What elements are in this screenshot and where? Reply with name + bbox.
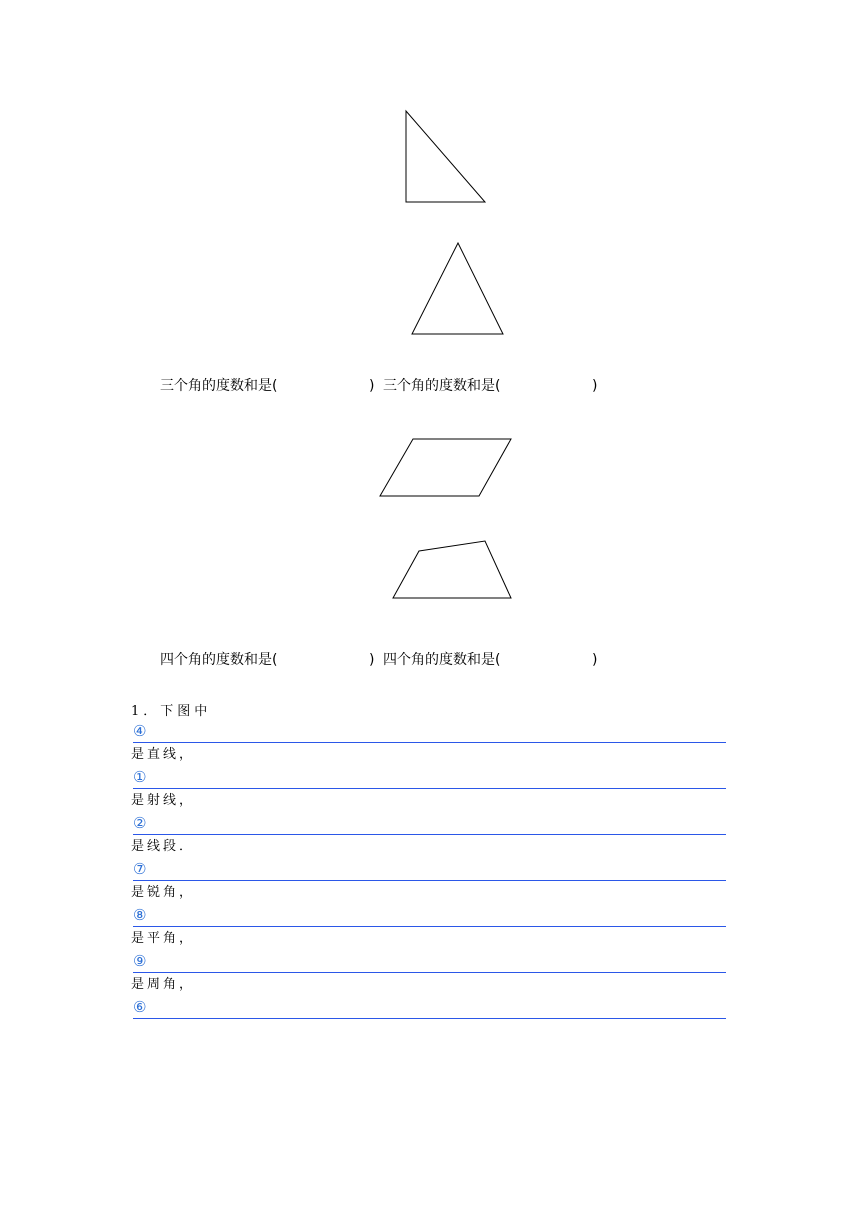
quad-angle-sum-caption-right: 四个角的度数和是( (383, 652, 501, 668)
answer-underline (133, 742, 726, 743)
question-number: 1．下图中 (131, 704, 212, 719)
answer-label: 是平角， (131, 931, 196, 946)
answer-number: ② (133, 814, 147, 832)
answer-underline (133, 972, 726, 973)
answer-underline (133, 788, 726, 789)
quad-angle-sum-close-right: ) (592, 652, 598, 668)
quad-angle-sum-caption-left: 四个角的度数和是( (160, 652, 278, 668)
answer-number: ⑨ (133, 952, 147, 970)
answer-label: 是周角， (131, 977, 196, 992)
acute-triangle-figure (408, 238, 508, 338)
answer-label: 是射线， (131, 793, 196, 808)
answer-number: ⑧ (133, 906, 147, 924)
triangle-angle-sum-close-right: ) (592, 378, 598, 394)
quad-angle-sum-close-left: ) (369, 652, 375, 668)
parallelogram-figure (376, 434, 516, 500)
quadrilateral-figure (389, 536, 515, 602)
triangle-angle-sum-caption-left: 三个角的度数和是( (160, 378, 278, 394)
answer-block (131, 722, 726, 1022)
answer-underline (133, 1018, 726, 1019)
answer-number: ⑦ (133, 860, 147, 878)
answer-underline (133, 834, 726, 835)
triangle-angle-sum-caption-right: 三个角的度数和是( (383, 378, 501, 394)
answer-underline (133, 880, 726, 881)
triangle-angle-sum-close-left: ) (369, 378, 375, 394)
answer-label: 是线段． (131, 839, 196, 854)
answer-number: ⑥ (133, 998, 147, 1016)
answer-number: ① (133, 768, 147, 786)
answer-label: 是直线， (131, 747, 196, 762)
answer-label: 是锐角， (131, 885, 196, 900)
answer-underline (133, 926, 726, 927)
answer-number: ④ (133, 722, 147, 740)
right-triangle-figure (400, 106, 490, 206)
